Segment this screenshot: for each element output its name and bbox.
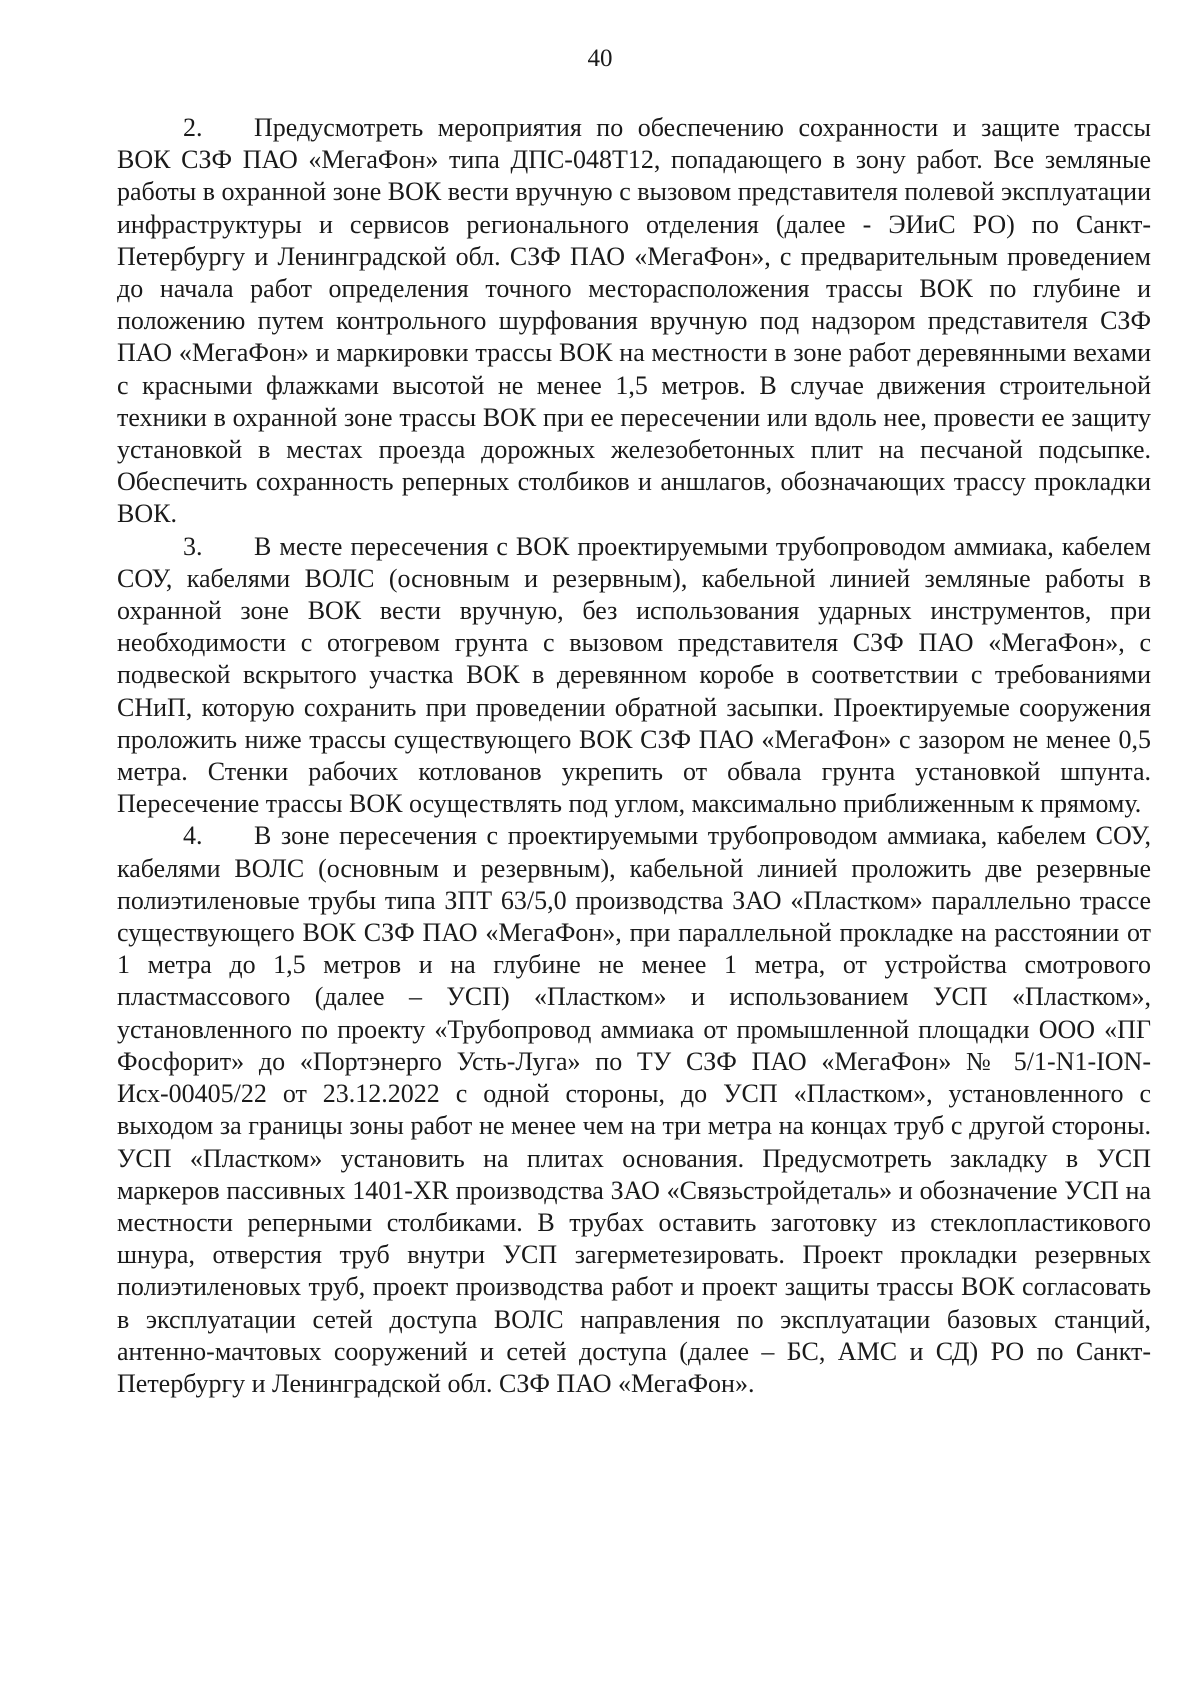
paragraph-text: Предусмотреть мероприятия по обеспечению сохранности и защите трассы ВОК СЗФ ПАО «МегаФон» типа ДПС-048Т12, попадающего в зону работ. Все земляные работы в охранной зоне ВОК вести вручную с вызовом представителя полевой эксплуатации инфраструктуры и сервисов регионального отделения (далее - ЭИиС РО) по Санкт-Петербургу и Ленинградской обл. СЗФ ПАО «МегаФон», с предварительным проведением до начала работ определения точного месторасположения трассы ВОК по глубине и положению путем контрольного шурфования вручную под надзором представителя СЗФ ПАО «МегаФон» и маркировки трассы ВОК на местности в зоне работ деревянными вехами с красными флажками высотой не менее 1,5 метров. В случае движения строительной техники в охранной зоне трассы ВОК при ее пересечении или вдоль нее, провести ее защиту установкой в местах проезда дорожных железобетонных плит на песчаной подсыпке. Обеспечить сохранность реперных столбиков и аншлагов, обозначающих трассу прокладки ВОК.: [117, 113, 1151, 529]
page-number: 40: [587, 45, 613, 72]
paragraph-number: 3.: [183, 531, 203, 561]
paragraph-number: 4.: [183, 821, 203, 851]
paragraph-item-4: [117, 820, 1151, 1400]
paragraph-item-3: [117, 531, 1151, 821]
paragraph-item-2: [117, 112, 1151, 531]
paragraph-text: В зоне пересечения с проектируемыми трубопроводом аммиака, кабелем СОУ, кабелями ВОЛС (основным и резервным), кабельной линией проложить две резервные полиэтиленовые трубы типа ЗПТ 63/5,0 производства ЗАО «Пластком» параллельно трассе существующего ВОК СЗФ ПАО «МегаФон», при параллельной прокладке на расстоянии от 1 метра до 1,5 метров и на глубине не менее 1 метра, от устройства смотрового пластмассового (далее – УСП) «Пластком» и использованием УСП «Пластком», установленного по проекту «Трубопровод аммиака от промышленной площадки ООО «ПГ Фосфорит» до «Портэнерго Усть-Луга» по ТУ СЗФ ПАО «МегаФон» № 5/1-N1-ION-Исх-00405/22 от 23.12.2022 с одной стороны, до УСП «Пластком», установленного с выходом за границы зоны работ не менее чем на три метра на концах труб с другой стороны. УСП «Пластком» установить на плитах основания. Предусмотреть закладку в УСП маркеров пассивных 1401-XR производства ЗАО «Связьстройдеталь» и обозначение УСП на местности реперными столбиками. В трубах оставить заготовку из стеклопластикового шнура, отверстия труб внутри УСП загерметезировать. Проект прокладки резервных полиэтиленовых труб, проект производства работ и проект защиты трассы ВОК согласовать в эксплуатации сетей доступа ВОЛС направления по эксплуатации базовых станций, антенно-мачтовых сооружений и сетей доступа (далее – БС, АМС и СД) РО по Санкт-Петербургу и Ленинградской обл. СЗФ ПАО «МегаФон».: [117, 821, 1151, 1398]
paragraph-number: 2.: [183, 113, 203, 142]
document-body: [117, 112, 1151, 1400]
paragraph-text: В месте пересечения с ВОК проектируемыми трубопроводом аммиака, кабелем СОУ, кабелями ВОЛС (основным и резервным), кабельной линией земляные работы в охранной зоне ВОК вести вручную, без использования ударных инструментов, при необходимости с отогревом грунта с вызовом представителя СЗФ ПАО «МегаФон», с подвеской вскрытого участка ВОК в деревянном коробе в соответствии с требованиями СНиП, которую сохранить при проведении обратной засыпки. Проектируемые сооружения проложить ниже трассы существующего ВОК СЗФ ПАО «МегаФон» с зазором не менее 0,5 метра. Стенки рабочих котлованов укрепить от обвала грунта установкой шпунта. Пересечение трассы ВОК осуществлять под углом, максимально приближенным к прямому.: [117, 531, 1151, 819]
